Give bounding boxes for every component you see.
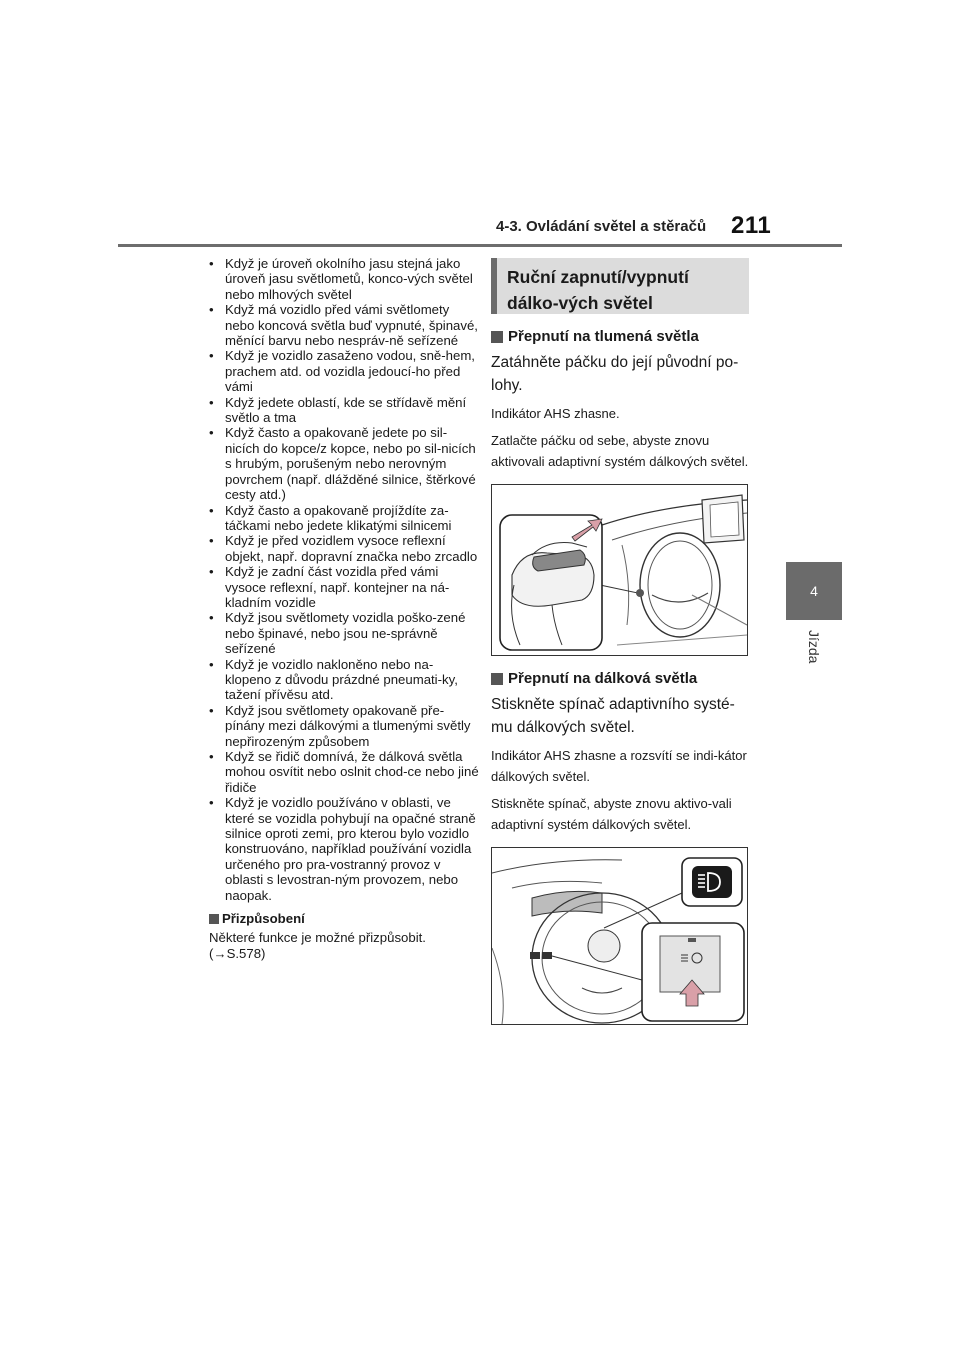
list-item: • Když jsou světlomety opakovaně pře-pínány mezi dálkovými a tlumenými světly nepřirozeným způsobem bbox=[209, 703, 479, 749]
list-item: • Když často a opakovaně jedete po sil-nicích do kopce/z kopce, nebo po sil-nicích s hrubým, porušeným nebo nerovným povrchem (např. dlážděné silnice, štěrkové cesty atd.) bbox=[209, 425, 479, 502]
list-item: • Když je úroveň okolního jasu stejná jako úroveň jasu světlometů, konco-vých světel nebo mlhových světel bbox=[209, 256, 479, 302]
high-beam-instruction: Stiskněte spínač adaptivního systé-mu dálkových světel. bbox=[491, 696, 735, 736]
low-beam-instruction: Zatáhněte páčku do její původní po-lohy. bbox=[491, 354, 739, 394]
low-beam-heading: Přepnutí na tlumená světla bbox=[508, 328, 699, 345]
square-bullet-icon bbox=[491, 331, 503, 343]
high-beam-note: Indikátor AHS zhasne a rozsvítí se indi-kátor dálkových světel. bbox=[491, 748, 747, 784]
low-beam-note: Zatlačte páčku od sebe, abyste znovu aktivovali adaptivní systém dálkových světel. bbox=[491, 433, 749, 469]
chapter-label: Jízda bbox=[806, 630, 822, 664]
high-beam-heading: Přepnutí na dálková světla bbox=[508, 670, 698, 687]
left-column bbox=[209, 256, 479, 961]
list-item: • Když jedete oblastí, kde se střídavě mění světlo a tma bbox=[209, 395, 479, 426]
customization-heading-row bbox=[209, 911, 479, 926]
list-item: • Když je před vozidlem vysoce reflexní objekt, např. dopravní značka nebo zrcadlo bbox=[209, 533, 479, 564]
high-beam-icon bbox=[692, 866, 732, 898]
list-item: • Když jsou světlomety vozidla poško-zené nebo špinavé, nebo jsou ne-správně seřízené bbox=[209, 610, 479, 656]
list-item: • Když často a opakovaně projíždíte za-táčkami nebo jedete klikatými silnicemi bbox=[209, 503, 479, 534]
list-item: • Když má vozidlo před vámi světlomety nebo koncová světla buď vypnuté, špinavé, měnící barvu nebo nespráv-ně seřízené bbox=[209, 302, 479, 348]
ahs-switch-illustration bbox=[492, 848, 747, 1024]
header-rule bbox=[118, 244, 842, 247]
section-title: 4-3. Ovládání světel a stěračů bbox=[496, 218, 707, 235]
lever-figure bbox=[491, 484, 748, 656]
high-beam-note: Stiskněte spínač, abyste znovu aktivo-vali adaptivní systém dálkových světel. bbox=[491, 796, 732, 832]
chapter-number: 4 bbox=[810, 583, 818, 599]
chapter-tab[interactable] bbox=[786, 562, 842, 620]
customization-ref-link[interactable]: (→S.578) bbox=[209, 945, 266, 961]
list-item: • Když je vozidlo nakloněno nebo na-klopeno z důvodu prázdné pneumati-ky, tažení přívěsu atd. bbox=[209, 657, 479, 703]
list-item: • Když se řidič domnívá, že dálková světla mohou osvítit nebo oslnit chod-ce nebo jiné řidiče bbox=[209, 749, 479, 795]
page-number: 211 bbox=[731, 212, 772, 239]
customization-text: Některé funkce je možné přizpůsobit. bbox=[209, 930, 426, 946]
condition-list bbox=[209, 256, 479, 903]
square-bullet-icon bbox=[209, 914, 219, 924]
switch-figure bbox=[491, 847, 748, 1025]
right-column bbox=[491, 258, 749, 1025]
list-item: • Když je zadní část vozidla před vámi vysoce reflexní, např. kontejner na ná-kladním vozidle bbox=[209, 564, 479, 610]
chapter-label-wrap bbox=[786, 630, 842, 690]
high-beam-heading-row bbox=[491, 670, 749, 687]
section-title-box bbox=[491, 258, 749, 314]
low-beam-note: Indikátor AHS zhasne. bbox=[491, 406, 620, 421]
square-bullet-icon bbox=[491, 673, 503, 685]
list-item: • Když je vozidlo používáno v oblasti, ve které se vozidla pohybují na opačné straně silnice oproti zemi, pro kterou bylo vozidlo konstruováno, například používání vozidla určeného pro pra-vostranný provoz v oblasti s levostran-ným provozem, nebo naopak. bbox=[209, 795, 479, 903]
section-heading: Ruční zapnutí/vypnutí dálko-vých světel bbox=[507, 267, 689, 313]
low-beam-heading-row bbox=[491, 328, 749, 345]
list-item: • Když je vozidlo zasaženo vodou, sně-hem, prachem atd. od vozidla jedoucí-ho před vámi bbox=[209, 348, 479, 394]
customization-heading: Přizpůsobení bbox=[222, 911, 305, 927]
lever-hand-illustration bbox=[492, 485, 747, 655]
